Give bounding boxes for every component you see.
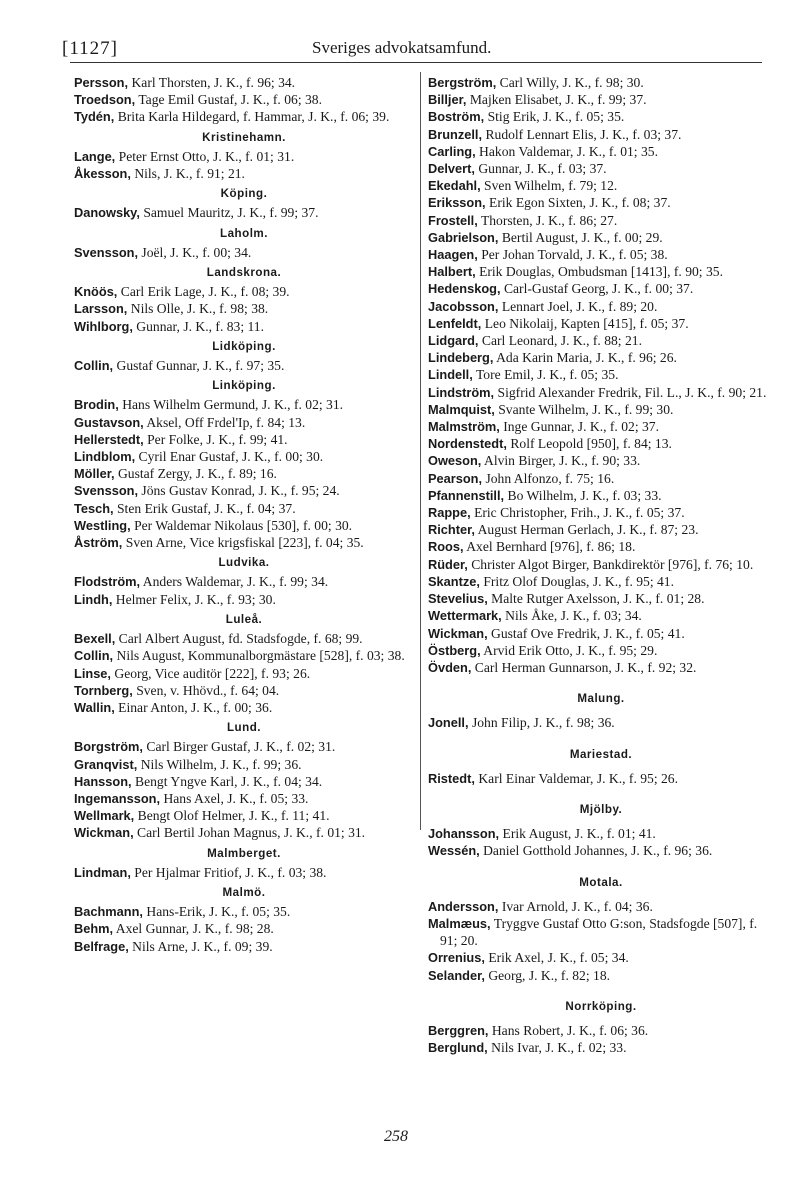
member-details: Nils August, Kommunalborgmästare [528], f. 03; 38.	[116, 648, 405, 664]
member-entry	[74, 938, 414, 955]
member-details: Hans Axel, J. K., f. 05; 33.	[163, 790, 309, 806]
member-surname: Stevelius,	[428, 591, 488, 607]
member-details: Gunnar, J. K., f. 03; 37.	[478, 161, 607, 177]
member-surname: Malmquist,	[428, 401, 495, 417]
member-details: Bengt Yngve Karl, J. K., f. 04; 34.	[135, 773, 323, 789]
member-surname: Behm,	[74, 921, 114, 937]
member-entry	[74, 300, 414, 317]
member-surname: Gustavson,	[74, 414, 144, 430]
member-entry	[428, 229, 774, 246]
member-surname: Lindh,	[74, 591, 113, 607]
member-details: Georg, J. K., f. 82; 18.	[488, 967, 611, 983]
member-entry	[428, 263, 774, 280]
member-details: Carl Birger Gustaf, J. K., f. 02; 31.	[146, 739, 336, 755]
member-details: John Filip, J. K., f. 98; 36.	[471, 715, 615, 731]
member-entry	[74, 517, 414, 534]
member-details: Nils Åke, J. K., f. 03; 34.	[505, 608, 642, 624]
page-number: 258	[384, 1128, 408, 1145]
member-surname: Delvert,	[428, 161, 475, 177]
member-surname: Richter,	[428, 522, 475, 538]
member-details: Per Waldemar Nikolaus [530], f. 00; 30.	[134, 517, 353, 533]
member-details: Brita Karla Hildegard, f. Hammar, J. K., f. 06; 39.	[117, 109, 390, 125]
member-surname: Lindblom,	[74, 449, 136, 465]
member-surname: Ristedt,	[428, 770, 475, 786]
member-details: Karl Thorsten, J. K., f. 96; 34.	[131, 75, 296, 90]
city-heading: Motala.	[579, 875, 623, 889]
city-heading: Kristinehamn.	[202, 130, 286, 144]
member-surname: Belfrage,	[74, 938, 129, 954]
member-surname: Brodin,	[74, 397, 119, 413]
member-entry	[428, 949, 774, 966]
member-entry	[428, 418, 774, 435]
member-surname: Lidgard,	[428, 333, 479, 349]
member-surname: Hellerstedt,	[74, 431, 144, 447]
member-details: Sven Arne, Vice krigsfiskal [223], f. 04; 35.	[125, 535, 364, 551]
member-details: Nils Olle, J. K., f. 98; 38.	[130, 301, 269, 317]
member-details: Erik Axel, J. K., f. 05; 34.	[488, 950, 629, 966]
member-surname: Halbert,	[428, 264, 476, 280]
member-surname: Billjer,	[428, 92, 467, 108]
member-details: Malte Rutger Axelsson, J. K., f. 01; 28.	[491, 591, 705, 607]
member-details: Tage Emil Gustaf, J. K., f. 06; 38.	[138, 92, 322, 108]
member-details: Carl Herman Gunnarson, J. K., f. 92; 32.	[474, 659, 697, 675]
member-details: Sven, v. Hhövd., f. 64; 04.	[136, 682, 280, 698]
member-surname: Bergström,	[428, 75, 497, 90]
member-entry	[74, 74, 414, 91]
member-entry	[428, 1039, 774, 1056]
member-details: Jöns Gustav Konrad, J. K., f. 95; 24.	[141, 483, 340, 499]
member-surname: Collin,	[74, 358, 114, 374]
member-details: Ada Karin Maria, J. K., f. 96; 26.	[496, 350, 677, 366]
member-details: Per Johan Torvald, J. K., f. 05; 38.	[481, 247, 668, 263]
member-details: Carl Bertil Johan Magnus, J. K., f. 01; 31.	[137, 825, 366, 841]
member-entry	[428, 298, 774, 315]
member-entry	[428, 435, 774, 452]
member-surname: Tydén,	[74, 109, 115, 125]
member-details: Sigfrid Alexander Fredrik, Fil. L., J. K., f. 90; 21.	[497, 384, 767, 400]
member-details: Nils Wilhelm, J. K., f. 99; 36.	[140, 756, 302, 772]
member-entry	[428, 126, 774, 143]
member-details: Rolf Leopold [950], f. 84; 13.	[510, 436, 672, 452]
member-entry	[428, 625, 774, 642]
member-entry	[74, 807, 414, 824]
member-details: Lennart Joel, J. K., f. 89; 20.	[501, 298, 658, 314]
member-entry	[428, 384, 774, 401]
member-entry	[74, 431, 414, 448]
member-entry	[428, 177, 774, 194]
member-surname: Wickman,	[428, 625, 488, 641]
member-entry	[74, 283, 414, 300]
member-details: Gustaf Gunnar, J. K., f. 97; 35.	[116, 358, 285, 374]
member-entry	[74, 204, 414, 221]
member-entry	[74, 665, 414, 682]
member-entry	[74, 318, 414, 335]
member-details: Joël, J. K., f. 00; 34.	[141, 244, 252, 260]
member-entry	[428, 366, 774, 383]
member-surname: Jacobsson,	[428, 298, 499, 314]
member-entry	[428, 842, 774, 859]
member-surname: Westling,	[74, 517, 131, 533]
member-details: Rudolf Lennart Elis, J. K., f. 03; 37.	[485, 126, 682, 142]
member-surname: Jonell,	[428, 715, 469, 731]
member-surname: Bachmann,	[74, 904, 143, 920]
member-entry	[74, 790, 414, 807]
member-entry	[428, 280, 774, 297]
member-surname: Roos,	[428, 539, 464, 555]
member-surname: Boström,	[428, 109, 485, 125]
member-surname: Persson,	[74, 75, 129, 90]
member-surname: Lindell,	[428, 367, 473, 383]
right-column	[428, 74, 774, 1056]
member-details: Georg, Vice auditör [222], f. 93; 26.	[114, 665, 311, 681]
member-surname: Wellmark,	[74, 808, 135, 824]
member-entry	[74, 699, 414, 716]
member-details: Stig Erik, J. K., f. 05; 35.	[487, 109, 625, 125]
member-details: Gustaf Ove Fredrik, J. K., f. 05; 41.	[491, 625, 685, 641]
member-surname: Lange,	[74, 148, 116, 164]
member-surname: Lindström,	[428, 384, 495, 400]
member-entry	[428, 642, 774, 659]
member-entry	[428, 714, 774, 731]
member-details: Majken Elisabet, J. K., f. 99; 37.	[469, 92, 647, 108]
member-surname: Bexell,	[74, 631, 116, 647]
member-details: Tryggve Gustaf Otto G:son, Stadsfogde [507], f. 91; 20.	[440, 915, 758, 949]
member-entry	[428, 194, 774, 211]
member-entry	[74, 738, 414, 755]
member-entry	[428, 91, 774, 108]
member-surname: Linse,	[74, 665, 111, 681]
member-surname: Åström,	[74, 535, 123, 551]
member-details: Christer Algot Birger, Bankdirektör [976], f. 76; 10.	[471, 556, 754, 572]
member-details: Einar Anton, J. K., f. 00; 36.	[118, 699, 273, 715]
member-entry	[428, 967, 774, 984]
member-details: Inge Gunnar, J. K., f. 02; 37.	[503, 419, 659, 435]
city-heading: Malmö.	[222, 885, 266, 899]
member-entry	[74, 465, 414, 482]
member-details: Thorsten, J. K., f. 86; 27.	[480, 212, 618, 228]
city-heading: Malung.	[577, 692, 625, 706]
city-heading: Lidköping.	[212, 339, 276, 353]
header-rule	[70, 62, 762, 63]
member-entry	[428, 590, 774, 607]
member-entry	[428, 915, 774, 949]
member-entry	[428, 573, 774, 590]
member-details: Sten Erik Gustaf, J. K., f. 04; 37.	[117, 500, 296, 516]
member-surname: Möller,	[74, 466, 115, 482]
member-entry	[428, 898, 774, 915]
member-surname: Malmæus,	[428, 915, 491, 931]
member-details: Leo Nikolaij, Kapten [415], f. 05; 37.	[484, 315, 689, 331]
member-entry	[74, 500, 414, 517]
member-entry	[74, 534, 414, 551]
city-heading: Norrköping.	[565, 999, 637, 1013]
member-details: Fritz Olof Douglas, J. K., f. 95; 41.	[483, 573, 675, 589]
member-entry	[74, 756, 414, 773]
city-heading: Lund.	[226, 721, 262, 735]
member-details: Svante Wilhelm, J. K., f. 99; 30.	[498, 401, 674, 417]
member-surname: Tornberg,	[74, 682, 133, 698]
member-entry	[74, 824, 414, 841]
member-entry	[74, 591, 414, 608]
city-heading: Luleå.	[225, 612, 263, 626]
member-details: Axel Gunnar, J. K., f. 98; 28.	[115, 921, 274, 937]
member-entry	[74, 165, 414, 182]
member-surname: Wessén,	[428, 843, 480, 859]
member-surname: Lindman,	[74, 864, 131, 880]
member-surname: Hansson,	[74, 773, 132, 789]
member-surname: Rüder,	[428, 556, 468, 572]
member-details: Per Folke, J. K., f. 99; 41.	[147, 431, 288, 447]
member-entry	[74, 647, 414, 664]
member-surname: Orrenius,	[428, 950, 485, 966]
member-surname: Lenfeldt,	[428, 315, 482, 331]
member-surname: Gabrielson,	[428, 229, 499, 245]
member-surname: Övden,	[428, 659, 472, 675]
member-details: Per Hjalmar Fritiof, J. K., f. 03; 38.	[134, 864, 327, 880]
member-details: Carl Albert August, fd. Stadsfogde, f. 68; 99.	[118, 631, 363, 647]
member-entry	[428, 487, 774, 504]
member-surname: Tesch,	[74, 500, 114, 516]
left-column	[74, 74, 414, 955]
member-entry	[428, 401, 774, 418]
member-surname: Hedenskog,	[428, 281, 501, 297]
member-surname: Knöös,	[74, 284, 118, 300]
member-entry	[428, 659, 774, 676]
member-entry	[428, 349, 774, 366]
member-entry	[428, 332, 774, 349]
member-entry	[428, 143, 774, 160]
member-surname: Östberg,	[428, 642, 481, 658]
running-title: Sveriges advokatsamfund.	[312, 38, 492, 57]
member-entry	[74, 864, 414, 881]
member-surname: Nordenstedt,	[428, 436, 507, 452]
member-surname: Wickman,	[74, 825, 134, 841]
city-heading: Mariestad.	[569, 747, 633, 761]
member-details: Cyril Enar Gustaf, J. K., f. 00; 30.	[138, 449, 324, 465]
member-surname: Flodström,	[74, 574, 141, 590]
member-details: John Alfonzo, f. 75; 16.	[485, 470, 615, 486]
member-details: Erik August, J. K., f. 01; 41.	[502, 826, 656, 842]
member-surname: Pearson,	[428, 470, 483, 486]
member-surname: Brunzell,	[428, 126, 483, 142]
member-entry	[428, 108, 774, 125]
member-entry	[74, 91, 414, 108]
member-details: Axel Bernhard [976], f. 86; 18.	[466, 539, 636, 555]
member-entry	[428, 452, 774, 469]
member-surname: Pfannenstill,	[428, 487, 505, 503]
member-entry	[74, 903, 414, 920]
member-surname: Svensson,	[74, 244, 139, 260]
member-details: Gustaf Zergy, J. K., f. 89; 16.	[117, 466, 277, 482]
member-details: Erik Douglas, Ombudsman [1413], f. 90; 35.	[479, 264, 723, 280]
member-details: Nils Ivar, J. K., f. 02; 33.	[491, 1040, 627, 1056]
member-entry	[428, 556, 774, 573]
member-details: Anders Waldemar, J. K., f. 99; 34.	[142, 574, 329, 590]
member-details: Ivar Arnold, J. K., f. 04; 36.	[501, 898, 653, 914]
member-entry	[74, 773, 414, 790]
member-entry	[428, 160, 774, 177]
member-details: Carl Willy, J. K., f. 98; 30.	[499, 75, 644, 90]
member-details: Samuel Mauritz, J. K., f. 99; 37.	[143, 205, 319, 221]
member-entry	[74, 414, 414, 431]
member-surname: Johansson,	[428, 826, 500, 842]
member-surname: Selander,	[428, 967, 485, 983]
member-entry	[428, 538, 774, 555]
city-heading: Landskrona.	[206, 266, 282, 280]
city-heading: Laholm.	[220, 226, 268, 240]
member-surname: Berggren,	[428, 1022, 489, 1038]
member-entry	[428, 315, 774, 332]
member-entry	[428, 246, 774, 263]
member-details: August Herman Gerlach, J. K., f. 87; 23.	[477, 522, 699, 538]
member-details: Hans-Erik, J. K., f. 05; 35.	[146, 904, 291, 920]
member-entry	[428, 212, 774, 229]
member-details: Carl-Gustaf Georg, J. K., f. 00; 37.	[503, 281, 694, 297]
member-surname: Oweson,	[428, 453, 482, 469]
member-surname: Ingemansson,	[74, 790, 161, 806]
member-surname: Borgström,	[74, 739, 143, 755]
member-surname: Lindeberg,	[428, 350, 494, 366]
member-details: Eric Christopher, Frih., J. K., f. 05; 37.	[474, 505, 685, 521]
member-details: Tore Emil, J. K., f. 05; 35.	[475, 367, 619, 383]
member-details: Nils Arne, J. K., f. 09; 39.	[132, 938, 273, 954]
member-entry	[74, 682, 414, 699]
member-surname: Eriksson,	[428, 195, 486, 211]
member-details: Karl Einar Valdemar, J. K., f. 95; 26.	[478, 770, 679, 786]
member-details: Carl Erik Lage, J. K., f. 08; 39.	[120, 284, 290, 300]
member-details: Peter Ernst Otto, J. K., f. 01; 31.	[118, 148, 295, 164]
member-surname: Svensson,	[74, 483, 139, 499]
member-surname: Åkesson,	[74, 166, 131, 182]
member-entry	[74, 244, 414, 261]
member-surname: Skantze,	[428, 573, 480, 589]
member-surname: Wallin,	[74, 699, 115, 715]
member-details: Carl Leonard, J. K., f. 88; 21.	[481, 333, 642, 349]
member-surname: Collin,	[74, 648, 114, 664]
member-details: Sven Wilhelm, f. 79; 12.	[484, 178, 618, 194]
member-entry	[428, 770, 774, 787]
city-heading: Mjölby.	[579, 802, 623, 816]
member-entry	[74, 573, 414, 590]
member-entry	[428, 470, 774, 487]
member-surname: Berglund,	[428, 1040, 488, 1056]
member-entry	[74, 630, 414, 647]
member-details: Erik Egon Sixten, J. K., f. 08; 37.	[489, 195, 671, 211]
city-heading: Malmberget.	[207, 846, 281, 860]
member-surname: Frostell,	[428, 212, 478, 228]
member-surname: Troedson,	[74, 92, 136, 108]
column-divider	[420, 72, 421, 830]
member-entry	[74, 482, 414, 499]
member-entry	[428, 504, 774, 521]
page-tag: [1127]	[62, 38, 118, 59]
member-surname: Carling,	[428, 143, 476, 159]
member-entry	[74, 920, 414, 937]
member-surname: Malmström,	[428, 419, 500, 435]
member-entry	[74, 108, 414, 125]
member-details: Hakon Valdemar, J. K., f. 01; 35.	[479, 143, 658, 159]
member-surname: Danowsky,	[74, 205, 140, 221]
member-entry	[74, 396, 414, 413]
page-header	[62, 38, 762, 62]
member-details: Helmer Felix, J. K., f. 93; 30.	[115, 591, 276, 607]
member-entry	[428, 74, 774, 91]
member-surname: Andersson,	[428, 898, 499, 914]
member-entry	[74, 357, 414, 374]
member-entry	[428, 521, 774, 538]
member-entry	[428, 607, 774, 624]
member-details: Hans Wilhelm Germund, J. K., f. 02; 31.	[122, 397, 344, 413]
member-details: Bertil August, J. K., f. 00; 29.	[501, 229, 663, 245]
member-surname: Rappe,	[428, 505, 471, 521]
member-details: Bo Wilhelm, J. K., f. 03; 33.	[507, 487, 662, 503]
member-surname: Wettermark,	[428, 608, 502, 624]
member-details: Aksel, Off Frdel'Ip, f. 84; 13.	[146, 414, 306, 430]
member-surname: Haagen,	[428, 247, 478, 263]
member-entry	[428, 1022, 774, 1039]
member-entry	[74, 148, 414, 165]
member-details: Hans Robert, J. K., f. 06; 36.	[491, 1022, 649, 1038]
member-entry	[74, 448, 414, 465]
member-surname: Granqvist,	[74, 756, 138, 772]
city-heading: Köping.	[220, 187, 268, 201]
member-details: Nils, J. K., f. 91; 21.	[134, 166, 245, 182]
member-details: Alvin Birger, J. K., f. 90; 33.	[484, 453, 641, 469]
member-details: Daniel Gotthold Johannes, J. K., f. 96; 36.	[483, 843, 713, 859]
member-details: Bengt Olof Helmer, J. K., f. 11; 41.	[137, 808, 330, 824]
member-surname: Larsson,	[74, 301, 128, 317]
member-entry	[428, 825, 774, 842]
member-surname: Ekedahl,	[428, 178, 481, 194]
member-details: Gunnar, J. K., f. 83; 11.	[136, 318, 264, 334]
city-heading: Ludvika.	[218, 556, 270, 570]
member-surname: Wihlborg,	[74, 318, 133, 334]
city-heading: Linköping.	[212, 379, 276, 393]
member-details: Arvid Erik Otto, J. K., f. 95; 29.	[483, 642, 658, 658]
